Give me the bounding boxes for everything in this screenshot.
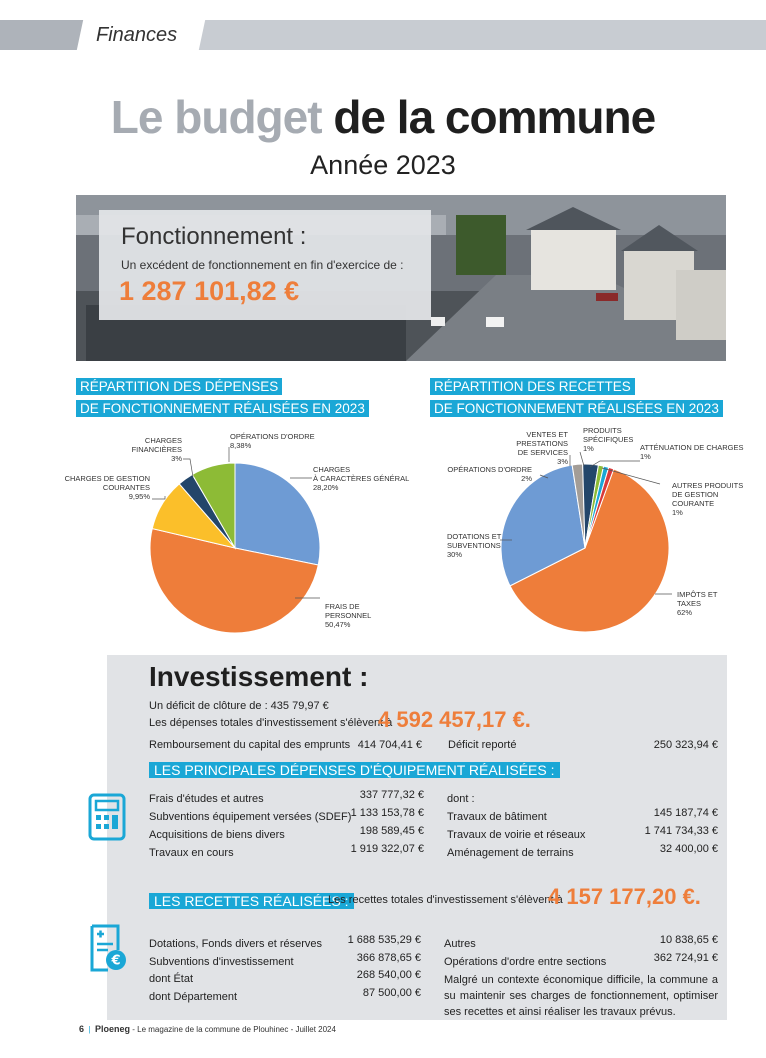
- recettes-right-list: [444, 934, 718, 969]
- deficit-reporte-label: Déficit reporté: [448, 739, 517, 751]
- investissement-note: Malgré un contexte économique difficile, la commune a su maintenir ses charges de fonctionnement, optimiser ses recettes et ainsi réaliser les travaux prévus.: [444, 974, 718, 1018]
- chart2-value-attenuation: 1%: [640, 452, 651, 461]
- chart2-value-ventes: 3%: [557, 457, 568, 466]
- equipement-right-list: [447, 789, 718, 861]
- list-item: Travaux de bâtiment 145 187,74 €: [447, 807, 718, 823]
- chart2-label-autres-produits: AUTRES PRODUITS DE GESTION COURANTE 1%: [672, 481, 744, 517]
- chart2-value-autres-produits: 1%: [672, 508, 683, 517]
- chart1-label-charges-general: CHARGES À CARACTÈRES GÉNÉRAL 28,20%: [313, 465, 410, 492]
- chart1-value-charges-general: 28,20%: [313, 483, 339, 492]
- chart2-label-ventes: VENTES ET PRESTATIONS DE SERVICES 3%: [476, 430, 568, 466]
- list-item: Acquisitions de biens divers 198 589,45 €: [149, 825, 424, 841]
- fonctionnement-text: Un excédent de fonctionnement en fin d'exercice de :: [121, 258, 404, 272]
- chart2-value-impots: 62%: [677, 608, 693, 617]
- investissement-title: Investissement :: [149, 661, 369, 692]
- chart2-value-dotations: 30%: [447, 550, 463, 559]
- chart2-title-line1: RÉPARTITION DES RECETTES: [430, 378, 635, 395]
- fonctionnement-title: Fonctionnement :: [121, 223, 307, 250]
- chart2-value-produits-specifiques: 1%: [583, 444, 594, 453]
- chart2-label-produits-specifiques: PRODUITS SPÉCIFIQUES 1%: [583, 426, 634, 453]
- page-footer: 6 | Ploeneg - Le magazine de la commune de Plouhinec - Juillet 2024: [79, 1024, 336, 1034]
- chart1-value-operations-ordre: 8,38%: [230, 441, 252, 450]
- list-item: Aménagement de terrains 32 400,00 €: [447, 843, 718, 859]
- fonctionnement-amount: 1 287 101,82 €: [119, 276, 300, 306]
- magazine-name: Ploeneg: [95, 1024, 131, 1034]
- recettes-header: LES RECETTES RÉALISÉES :: [149, 891, 354, 911]
- page-subtitle-year: Année 2023: [310, 150, 456, 180]
- svg-text:€: €: [111, 953, 121, 969]
- chart2-label-impots: IMPÔTS ET TAXES 62%: [677, 590, 718, 617]
- list-item: Subventions équipement versées (SDEF) 1 133 153,78 €: [149, 807, 424, 823]
- receipt-euro-icon: [88, 922, 128, 974]
- pie-chart-depenses: [150, 463, 320, 633]
- deficit-reporte-value: 250 323,94 €: [653, 739, 718, 751]
- list-item: Opérations d'ordre entre sections 362 724,91 €: [444, 951, 718, 968]
- chart2-title-line2: DE FONCTIONNEMENT RÉALISÉES EN 2023: [430, 400, 723, 417]
- equipement-header: LES PRINCIPALES DÉPENSES D'ÉQUIPEMENT RÉALISÉES :: [149, 760, 560, 780]
- list-item: Autres 10 838,65 €: [444, 934, 718, 950]
- chart1-title-line2: DE FONCTIONNEMENT RÉALISÉES EN 2023: [76, 400, 369, 417]
- rembours-value: 414 704,41 €: [357, 739, 422, 751]
- chart2-value-operations-ordre: 2%: [521, 474, 532, 483]
- title-part-1: Le budget: [110, 91, 322, 143]
- investissement-deficit: Un déficit de clôture de : 435 79,97 €: [149, 700, 329, 712]
- chart1-label-frais-personnel: FRAIS DE PERSONNEL 50,47%: [325, 602, 372, 629]
- chart2-label-dotations: DOTATIONS ET SUBVENTIONS 30%: [447, 532, 502, 559]
- chart2-label-attenuation: ATTÉNUATION DE CHARGES 1%: [640, 443, 744, 461]
- pie-chart-recettes: [501, 464, 669, 632]
- title-part-2: de la commune: [333, 91, 656, 143]
- list-item: dont État 268 540,00 €: [149, 969, 421, 985]
- recettes-left-list: [149, 934, 421, 1004]
- section-label: Finances: [96, 24, 178, 46]
- list-item: Travaux en cours 1 919 322,07 €: [149, 843, 424, 859]
- footer-text: - Le magazine de la commune de Plouhinec - Juillet 2024: [130, 1025, 336, 1034]
- list-item: dont Département 87 500,00 €: [149, 986, 421, 1003]
- calculator-icon: [88, 793, 126, 841]
- recettes-text: Les recettes totales d'investissement s'élèvent à: [328, 894, 563, 906]
- chart2-label-operations-ordre: OPÉRATIONS D'ORDRE 2%: [440, 465, 532, 483]
- chart1-value-charges-financieres: 3%: [171, 454, 182, 463]
- equipement-left-list: [149, 789, 424, 861]
- list-item: Travaux de voirie et réseaux 1 741 734,33 €: [447, 825, 718, 841]
- recettes-amount: 4 157 177,20 €.: [548, 884, 701, 909]
- chart1-label-charges-gestion: CHARGES DE GESTION COURANTES 9,95%: [62, 474, 150, 501]
- investissement-depenses-amount: 4 592 457,17 €.: [378, 707, 531, 732]
- chart1-label-charges-financieres: CHARGES FINANCIÈRES 3%: [131, 436, 182, 463]
- chart1-title-line1: RÉPARTITION DES DÉPENSES: [76, 378, 282, 395]
- rembours-label: Remboursement du capital des emprunts: [149, 739, 351, 751]
- chart1-label-operations-ordre: OPÉRATIONS D'ORDRE 8,38%: [230, 432, 315, 450]
- list-item: Subventions d'investissement 366 878,65 €: [149, 951, 421, 968]
- chart1-value-frais-personnel: 50,47%: [325, 620, 351, 629]
- list-item: Frais d'études et autres 337 777,32 €: [149, 789, 424, 805]
- investissement-depenses-text: Les dépenses totales d'investissement s'élèvent à: [149, 717, 393, 729]
- page-number: 6: [79, 1024, 85, 1034]
- equipement-dont: dont :: [447, 793, 475, 805]
- list-item: Dotations, Fonds divers et réserves 1 688 535,29 €: [149, 934, 421, 950]
- chart1-value-charges-gestion: 9,95%: [128, 492, 150, 501]
